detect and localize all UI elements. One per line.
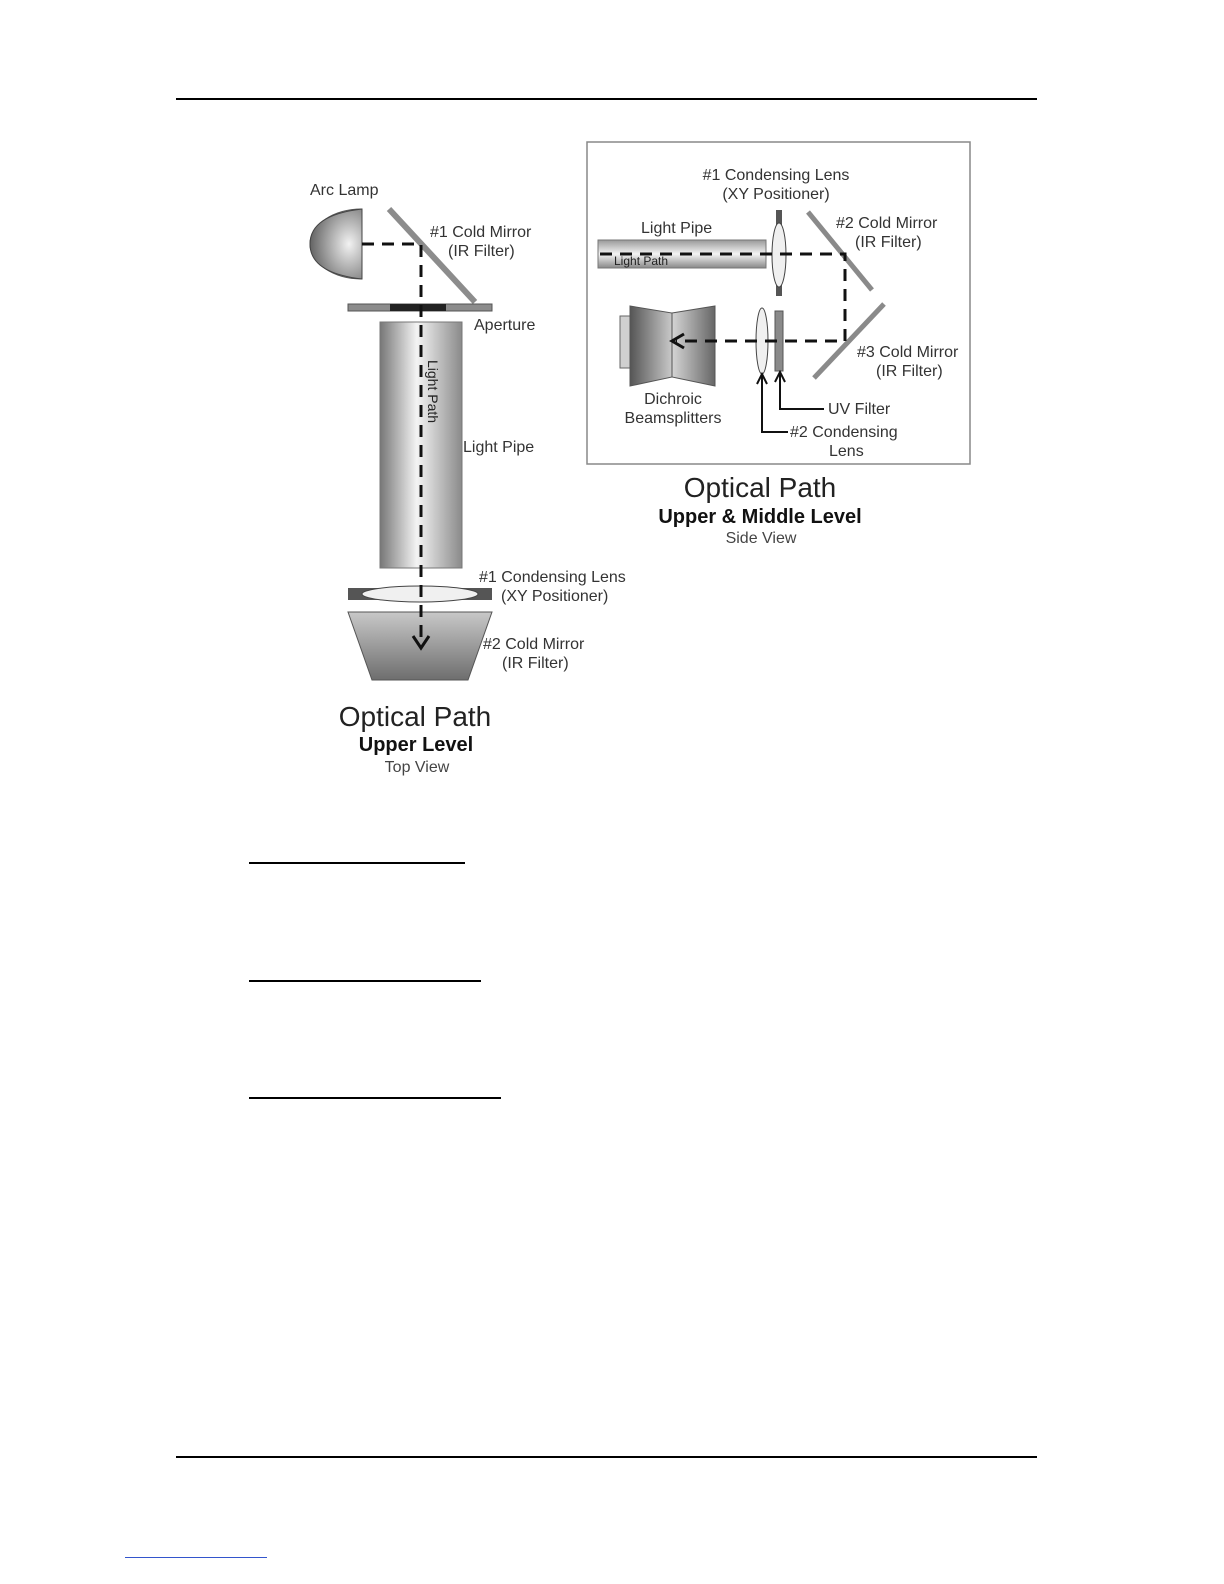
label-side-lens-2-l1: #2 Condensing [790, 424, 898, 441]
aperture-opening [390, 304, 446, 311]
label-aperture: Aperture [474, 317, 536, 334]
side-view-caption-subtitle: Upper & Middle Level [658, 506, 862, 528]
side-view-caption-title: Optical Path [683, 472, 837, 503]
label-light-pipe: Light Pipe [463, 439, 535, 456]
label-cold-mirror-1-l2: (IR Filter) [448, 243, 515, 260]
top-view-caption-view: Top View [384, 759, 450, 776]
label-side-lens-1-l1: #1 Condensing Lens [702, 167, 850, 184]
label-light-path-vertical: Light Path [425, 360, 441, 424]
label-side-light-pipe: Light Pipe [641, 220, 713, 237]
top-view-caption-title: Optical Path [338, 701, 492, 732]
label-side-cold-mirror-2-l2: (IR Filter) [855, 234, 922, 251]
side-view-diagram [587, 142, 970, 547]
label-cold-mirror-1-l1: #1 Cold Mirror [430, 224, 532, 241]
label-side-light-path: Light Path [614, 254, 669, 268]
label-condensing-lens-1-l1: #1 Condensing Lens [479, 569, 626, 586]
label-dichroic-l2: Beamsplitters [624, 410, 722, 427]
label-side-cold-mirror-3-l1: #3 Cold Mirror [857, 344, 959, 361]
label-side-cold-mirror-3-l2: (IR Filter) [876, 363, 943, 380]
label-arc-lamp: Arc Lamp [310, 182, 379, 199]
label-cold-mirror-2-l1: #2 Cold Mirror [483, 636, 585, 653]
label-cold-mirror-2-l2: (IR Filter) [502, 655, 569, 672]
top-view-diagram [310, 182, 626, 776]
label-condensing-lens-1-l2: (XY Positioner) [501, 588, 609, 605]
side-view-caption-view: Side View [725, 530, 797, 547]
arc-lamp-dome [310, 209, 362, 279]
label-side-cold-mirror-2-l1: #2 Cold Mirror [836, 215, 938, 232]
label-side-lens-2-l2: Lens [829, 443, 864, 460]
label-uv-filter: UV Filter [828, 401, 891, 418]
label-side-lens-1-l2: (XY Positioner) [722, 186, 830, 203]
top-view-caption-subtitle: Upper Level [358, 734, 474, 756]
label-dichroic-l1: Dichroic [644, 391, 702, 408]
dichroic-left-panel [630, 306, 672, 386]
